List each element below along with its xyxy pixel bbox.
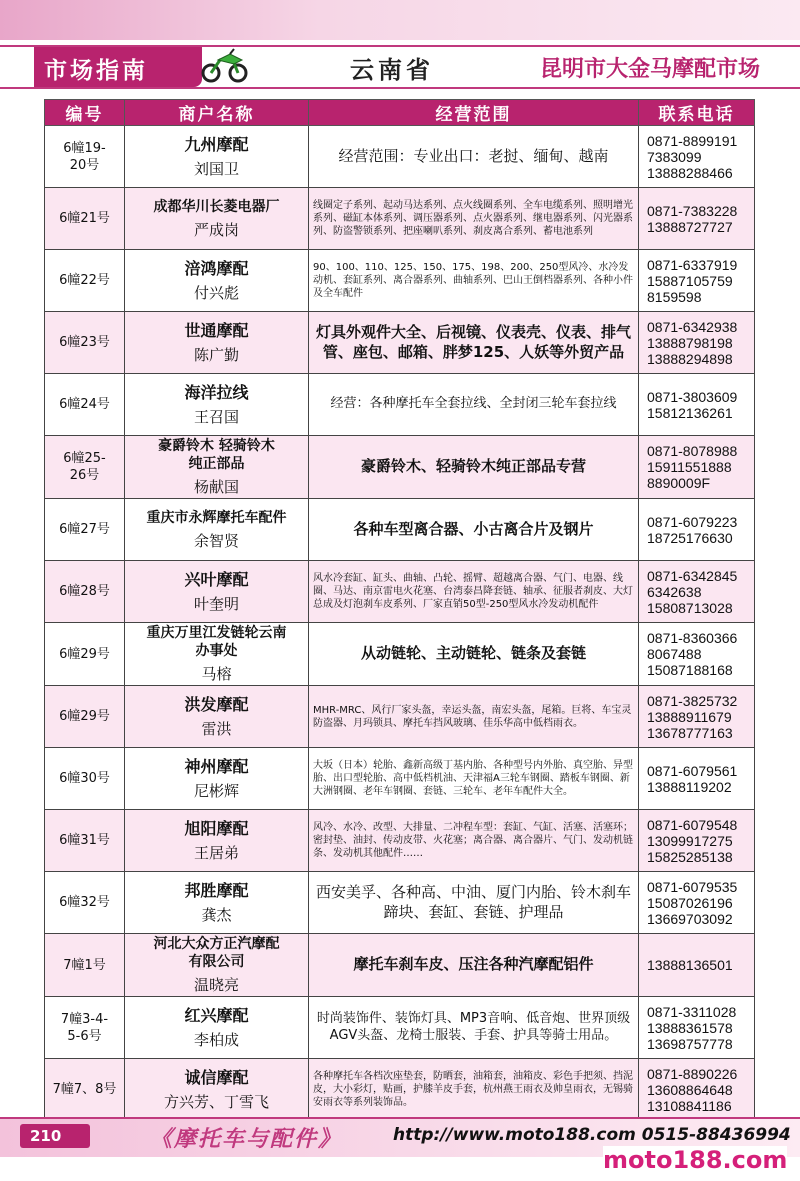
contact-person: 王居弟 [193, 843, 239, 862]
phone-number: 0871-7383228 [647, 202, 738, 219]
phone-cell [639, 748, 755, 810]
merchant-cell [125, 561, 309, 623]
phone-number: 8159598 [647, 288, 702, 305]
table-row [45, 810, 755, 872]
phone-cell [639, 686, 755, 748]
phone-number: 13888294898 [647, 350, 733, 367]
contact-person: 陈广勤 [193, 345, 239, 364]
business-scope: 经营范围：专业出口：老挝、缅甸、越南 [338, 146, 609, 165]
phone-number: 13108841186 [647, 1097, 732, 1114]
table-row [45, 499, 755, 561]
phone-cell [639, 188, 755, 250]
header-stripe [0, 0, 800, 40]
merchant-name: 成都华川长菱电器厂 [153, 198, 280, 215]
merchant-name: 旭阳摩配 [184, 818, 249, 838]
contact-person: 杨献国 [193, 478, 239, 496]
phone-number: 0871-3803609 [647, 388, 738, 405]
merchant-cell [125, 126, 309, 188]
business-scope: 豪爵铃木、轻骑铃木纯正部品专营 [360, 457, 586, 476]
table-row [45, 561, 755, 623]
phone-number: 13888288466 [647, 164, 733, 181]
province-title: 云南省 [350, 56, 434, 84]
merchant-name: 洪发摩配 [184, 694, 249, 714]
table-row [45, 126, 755, 188]
phone-cell [639, 561, 755, 623]
business-scope: 西安美孚、各种高、中油、厦门内胎、铃木刹车蹄块、套缸、套链、护理品 [315, 883, 631, 921]
merchant-name: 红兴摩配 [184, 1005, 249, 1025]
magazine-title: 《摩托车与配件》 [150, 1127, 343, 1152]
merchant-name: 涪鸿摩配 [184, 258, 249, 278]
merchant-cell [125, 810, 309, 872]
shop-number: 6幢25- 26号 [45, 436, 125, 499]
phone-number: 0871-8899191 [647, 132, 738, 149]
phone-number: 0871-6079548 [647, 816, 738, 833]
phone-cell [639, 374, 755, 436]
phone-cell [639, 623, 755, 686]
business-scope-cell [309, 436, 639, 499]
business-scope: 从动链轮、主动链轮、链条及套链 [360, 644, 586, 663]
business-scope-cell [309, 1059, 639, 1121]
phone-number: 15087026196 [647, 894, 733, 911]
phone-number: 6342638 [647, 583, 702, 600]
phone-number: 15812136261 [647, 404, 733, 421]
merchant-cell [125, 997, 309, 1059]
business-scope-cell [309, 126, 639, 188]
shop-number: 6幢24号 [45, 374, 125, 436]
phone-number: 0871-6337919 [647, 256, 738, 273]
business-scope-cell [309, 748, 639, 810]
merchant-cell [125, 312, 309, 374]
shop-number: 6幢32号 [45, 872, 125, 934]
phone-number: 15087188168 [647, 662, 733, 678]
shop-number: 6幢23号 [45, 312, 125, 374]
page-number: 210 [30, 1127, 62, 1145]
phone-number: 0871-6079535 [647, 878, 738, 895]
phone-cell [639, 250, 755, 312]
table-row [45, 188, 755, 250]
table-row [45, 623, 755, 686]
shop-number: 6幢31号 [45, 810, 125, 872]
table-row [45, 250, 755, 312]
merchant-name: 九州摩配 [184, 134, 249, 154]
business-scope: 线圈定子系列、起动马达系列、点火线圈系列、全车电缆系列、照明增光系列、磁缸本体系列、调压器系列、点火器系列、继电器系列、闪光器系列、防盗警锁系列、把座喇叭系列、刹皮离合系列、蓄电池系列 [313, 200, 633, 237]
shop-number: 6幢28号 [45, 561, 125, 623]
phone-cell [639, 934, 755, 997]
merchant-cell [125, 374, 309, 436]
business-scope: 经营：各种摩托车全套拉线、全封闭三轮车套拉线 [330, 396, 617, 412]
phone-cell [639, 872, 755, 934]
business-scope: 风冷、水冷、改型、大排量、二冲程车型：套缸、气缸、活塞、活塞环；密封垫、油封、传动皮带、火花塞；离合器、离合器片、气门、发动机链条、发动机其他配件…… [313, 822, 633, 859]
phone-number: 0871-6079223 [647, 513, 738, 530]
shop-number: 7幢1号 [45, 934, 125, 997]
phone-cell [639, 997, 755, 1059]
phone-number: 13888119202 [647, 778, 732, 795]
business-scope-cell [309, 810, 639, 872]
merchant-name: 兴叶摩配 [184, 569, 249, 589]
phone-number: 13888136501 [647, 957, 733, 973]
phone-number: 15911551888 [647, 459, 732, 475]
column-header: 联系电话 [639, 100, 755, 126]
contact-person: 温晓亮 [193, 976, 239, 994]
column-header: 经营范围 [309, 100, 639, 126]
phone-cell [639, 1059, 755, 1121]
phone-cell [639, 312, 755, 374]
contact-person: 叶奎明 [193, 594, 239, 613]
merchant-name: 诚信摩配 [184, 1067, 249, 1087]
phone-cell [639, 810, 755, 872]
merchant-cell [125, 250, 309, 312]
phone-cell [639, 436, 755, 499]
section-title: 市场指南 [44, 58, 148, 84]
column-header: 商户名称 [125, 100, 309, 126]
phone-number: 13608864648 [647, 1081, 733, 1098]
table-row [45, 934, 755, 997]
phone-number: 0871-8360366 [647, 630, 738, 646]
business-scope: MHR-MRC、风行厂家头盔，幸运头盔，南宏头盔，尾箱。巨将、车宝灵防盗器、月玛锁具、摩托车挡风玻璃、佳乐华高中低档雨衣。 [313, 704, 632, 729]
contact-person: 严成岗 [193, 220, 239, 239]
phone-number: 8890009F [647, 475, 711, 491]
business-scope: 时尚装饰件、装饰灯具、MP3音响、低音炮、世界顶级AGV头盔、龙椅士服装、手套、护具等骑士用品。 [316, 1010, 631, 1043]
contact-person: 雷洪 [201, 719, 232, 738]
shop-number: 6幢29号 [45, 623, 125, 686]
merchant-name: 重庆万里江发链轮云南 办事处 [146, 625, 287, 659]
business-scope-cell [309, 374, 639, 436]
business-scope-cell [309, 623, 639, 686]
phone-number: 0871-3825732 [647, 692, 738, 709]
business-scope-cell [309, 561, 639, 623]
merchant-directory-table [44, 99, 755, 1121]
business-scope: 90、100、110、125、150、175、198、200、250型风冷、水冷发动机、套缸系列、离合器系列、曲轴系列、巴山王倒档器系列、各种小件及全车配件 [313, 262, 633, 299]
phone-cell [639, 499, 755, 561]
table-row [45, 686, 755, 748]
shop-number: 6幢19- 20号 [45, 126, 125, 188]
business-scope: 摩托车刹车皮、压注各种汽摩配铝件 [353, 955, 594, 974]
merchant-cell [125, 623, 309, 686]
phone-number: 15887105759 [647, 272, 733, 289]
merchant-cell [125, 872, 309, 934]
business-scope: 大坂（日本）轮胎、鑫新高级丁基内胎、各种型号内外胎、真空胎、异型胎、出口型轮胎、高中低档机油、天津福A三轮车钢圈、踏板车钢圈、新大洲钢圈、老年车钢圈、套链、三轮车、老年车配件大全。 [313, 760, 633, 797]
shop-number: 7幢7、8号 [45, 1059, 125, 1121]
table-row [45, 436, 755, 499]
phone-number: 15808713028 [647, 599, 733, 616]
merchant-name: 河北大众方正汽摩配 有限公司 [153, 936, 280, 970]
merchant-name: 神州摩配 [184, 756, 249, 776]
table-header-row [45, 100, 755, 126]
contact-person: 李柏成 [193, 1030, 239, 1049]
shop-number: 6幢21号 [45, 188, 125, 250]
merchant-name: 豪爵铃木 轻骑铃木 纯正部品 [158, 438, 275, 472]
website-and-phone: http://www.moto188.com 0515-88436994 [393, 1125, 791, 1145]
shop-number: 6幢22号 [45, 250, 125, 312]
merchant-name: 世通摩配 [184, 320, 249, 340]
merchant-cell [125, 499, 309, 561]
merchant-name: 重庆市永辉摩托车配件 [146, 509, 287, 526]
contact-person: 付兴彪 [193, 283, 239, 302]
table-row [45, 312, 755, 374]
phone-number: 15825285138 [647, 848, 733, 865]
phone-number: 13888911679 [647, 708, 732, 725]
phone-number: 0871-3311028 [647, 1003, 737, 1020]
merchant-name: 海洋拉线 [184, 382, 249, 402]
phone-number: 0871-6079561 [647, 762, 738, 779]
market-title: 昆明市大金马摩配市场 [540, 57, 761, 82]
phone-number: 18725176630 [647, 529, 733, 546]
shop-number: 6幢30号 [45, 748, 125, 810]
merchant-cell [125, 686, 309, 748]
business-scope: 各种摩托车各档次座垫套，防晒套，油箱套，油箱皮、彩色手把须、挡泥皮，大小彩灯，贴画，护膝羊皮手套，杭州燕王雨衣及帅皇雨衣，无锡骑安雨衣等系列装饰品。 [313, 1071, 633, 1108]
phone-number: 13888361578 [647, 1019, 733, 1036]
phone-number: 13698757778 [647, 1035, 733, 1052]
phone-number: 0871-6342938 [647, 318, 738, 335]
merchant-cell [125, 1059, 309, 1121]
phone-number: 13099917275 [647, 832, 733, 849]
business-scope-cell [309, 872, 639, 934]
business-scope: 灯具外观件大全、后视镜、仪表壳、仪表、排气管、座包、邮箱、胖梦125、人妖等外贸产品 [315, 323, 631, 361]
contact-person: 龚杰 [201, 905, 232, 924]
business-scope-cell [309, 188, 639, 250]
column-header: 编号 [45, 100, 125, 126]
contact-person: 王召国 [193, 407, 239, 426]
table-row [45, 997, 755, 1059]
phone-number: 13888727727 [647, 218, 733, 235]
merchant-name: 邦胜摩配 [184, 880, 249, 900]
motorcycle-icon [200, 44, 248, 84]
phone-number: 0871-8078988 [647, 443, 738, 459]
contact-person: 马榕 [201, 665, 232, 683]
phone-number: 0871-6342845 [647, 567, 738, 584]
watermark: moto188.com [603, 1146, 788, 1174]
phone-number: 8067488 [647, 646, 702, 662]
shop-number: 6幢27号 [45, 499, 125, 561]
business-scope: 风水冷套缸、缸头、曲轴、凸轮、摇臂、超越离合器、气门、电器、线圈、马达、南京雷电火花塞、台湾泰昌降套链、轴承、征服者刹皮、大灯总成及灯泡刹车皮系列、厂家直销50型-250型风水冷发动机配件 [313, 573, 633, 610]
table-row [45, 1059, 755, 1121]
merchant-cell [125, 188, 309, 250]
business-scope-cell [309, 312, 639, 374]
merchant-cell [125, 934, 309, 997]
shop-number: 6幢29号 [45, 686, 125, 748]
phone-number: 0871-8890226 [647, 1065, 738, 1082]
business-scope-cell [309, 686, 639, 748]
table-row [45, 872, 755, 934]
table-row [45, 374, 755, 436]
business-scope-cell [309, 934, 639, 997]
business-scope-cell [309, 499, 639, 561]
phone-number: 13669703092 [647, 910, 733, 927]
merchant-cell [125, 748, 309, 810]
contact-person: 尼彬辉 [193, 781, 239, 800]
business-scope: 各种车型离合器、小古离合片及钢片 [353, 519, 594, 538]
business-scope-cell [309, 997, 639, 1059]
contact-person: 刘国卫 [193, 159, 239, 178]
contact-person: 方兴芳、丁雪飞 [163, 1092, 269, 1111]
phone-cell [639, 126, 755, 188]
phone-number: 7383099 [647, 148, 702, 165]
contact-person: 余智贤 [193, 531, 239, 550]
merchant-cell [125, 436, 309, 499]
shop-number: 7幢3-4- 5-6号 [45, 997, 125, 1059]
phone-number: 13888798198 [647, 334, 733, 351]
phone-number: 13678777163 [647, 724, 733, 741]
business-scope-cell [309, 250, 639, 312]
table-row [45, 748, 755, 810]
